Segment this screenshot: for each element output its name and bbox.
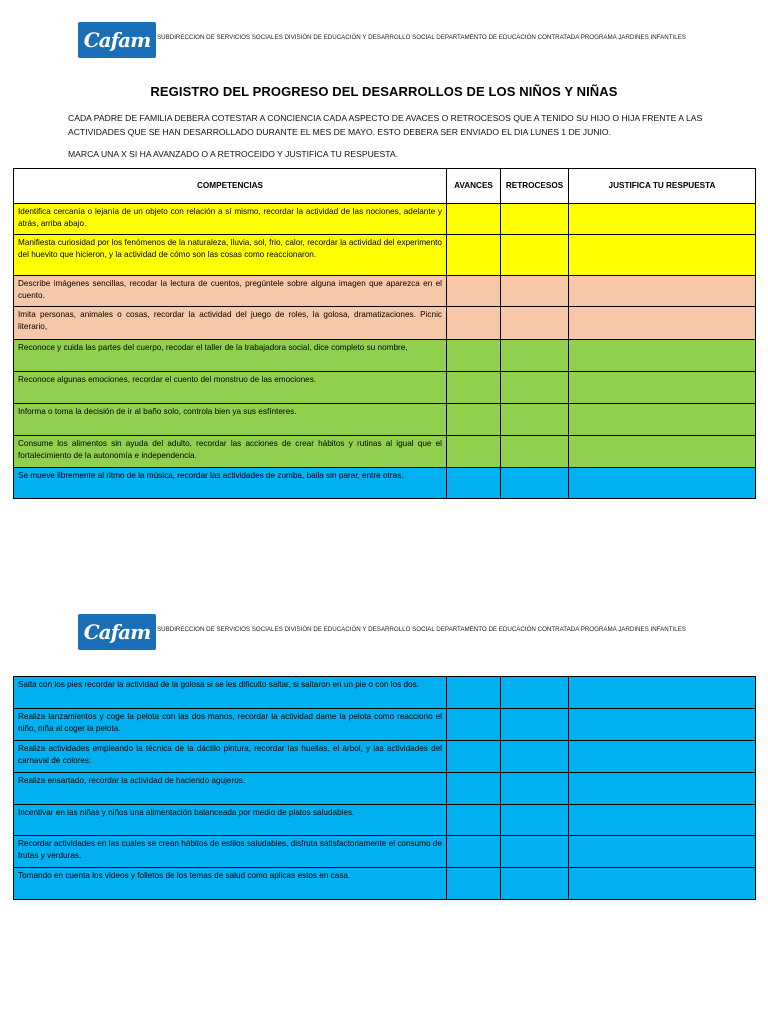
competencia-text: Reconoce y cuida las partes del cuerpo, recodar el taller de la trabajadora social, dice completo su nombre,: [14, 340, 447, 372]
avances-cell[interactable]: [447, 805, 501, 836]
page-title: REGISTRO DEL PROGRESO DEL DESARROLLOS DE LOS NIÑOS Y NIÑAS: [150, 84, 618, 99]
avances-cell[interactable]: [447, 468, 501, 499]
competencia-text: Consume los alimentos sin ayuda del adulto, recordar las acciones de crear hábitos y rutinas al igual que el fortalecimiento de la autonomía e independencia.: [14, 436, 447, 468]
org-description: SUBDIRECCION DE SERVICIOS SOCIALES DIVISIÓN DE EDUCACIÓN Y DESARROLLO SOCIAL DEPARTAMENTO DE EDUCACIÓN CONTRATADA PROGRAMA JARDINES INFANTILES: [157, 34, 686, 41]
table-row: [14, 204, 756, 235]
table-row: [14, 436, 756, 468]
competencias-table-2: [13, 676, 756, 900]
intro-paragraph-2: MARCA UNA X SI HA AVANZADO O A RETROCEIDO Y JUSTIFICA TU RESPUESTA.: [68, 149, 398, 159]
table-row: [14, 773, 756, 805]
avances-cell[interactable]: [447, 436, 501, 468]
table-header-row: [14, 169, 756, 204]
retrocesos-cell[interactable]: [501, 677, 569, 709]
justifica-cell[interactable]: [569, 741, 756, 773]
logo-text: Cafam: [83, 620, 151, 644]
justifica-cell[interactable]: [569, 805, 756, 836]
logo-text: Cafam: [83, 28, 151, 52]
intro-paragraph-1: CADA PADRE DE FAMILIA DEBERA COTESTAR A CONCIENCIA CADA ASPECTO DE AVACES O RETROCESOS QUE A TENIDO SU HIJO O HIJA FRENTE A LAS ACTIVIDADES QUE SE HAN DESARROLLADO DURANTE EL MES DE MAYO. ESTO DEBERA SER ENVIADO EL DIA LUNES 1 DE JUNIO.: [68, 113, 703, 137]
avances-cell[interactable]: [447, 276, 501, 307]
avances-cell[interactable]: [447, 235, 501, 276]
avances-cell[interactable]: [447, 836, 501, 868]
justifica-cell[interactable]: [569, 307, 756, 340]
justifica-cell[interactable]: [569, 836, 756, 868]
table-row: [14, 709, 756, 741]
cafam-logo: [78, 614, 156, 650]
retrocesos-cell[interactable]: [501, 372, 569, 404]
retrocesos-cell[interactable]: [501, 340, 569, 372]
table-row: [14, 468, 756, 499]
table-row: [14, 805, 756, 836]
justifica-cell[interactable]: [569, 340, 756, 372]
avances-cell[interactable]: [447, 204, 501, 235]
org-description: SUBDIRECCION DE SERVICIOS SOCIALES DIVISIÓN DE EDUCACIÓN Y DESARROLLO SOCIAL DEPARTAMENTO DE EDUCACIÓN CONTRATADA PROGRAMA JARDINES INFANTILES: [157, 626, 686, 633]
retrocesos-cell[interactable]: [501, 436, 569, 468]
retrocesos-cell[interactable]: [501, 709, 569, 741]
retrocesos-cell[interactable]: [501, 868, 569, 900]
page1-header: [78, 22, 698, 58]
table-row: [14, 235, 756, 276]
avances-cell[interactable]: [447, 404, 501, 436]
cafam-logo: [78, 22, 156, 58]
retrocesos-cell[interactable]: [501, 468, 569, 499]
retrocesos-cell[interactable]: [501, 307, 569, 340]
competencia-text: Informa o toma la decisión de ir al baño solo, controla bien ya sus esfínteres.: [14, 404, 447, 436]
table-row: [14, 372, 756, 404]
table-row: [14, 677, 756, 709]
justifica-cell[interactable]: [569, 372, 756, 404]
justifica-cell[interactable]: [569, 235, 756, 276]
header-retrocesos: RETROCESOS: [501, 169, 569, 204]
retrocesos-cell[interactable]: [501, 773, 569, 805]
table-row: [14, 836, 756, 868]
table-row: [14, 404, 756, 436]
page2-header: [78, 614, 698, 650]
competencia-text: Identifica cercanía o lejanía de un objeto con relación a sí mismo, recordar la actividad de las nociones, adelante y atrás, arriba abajo.: [14, 204, 447, 235]
justifica-cell[interactable]: [569, 436, 756, 468]
retrocesos-cell[interactable]: [501, 741, 569, 773]
competencia-text: Realiza lanzamientos y coge la pelota con las dos manos, recordar la actividad dame la pelota como reacciono el niño, niña al coger la pelota.: [14, 709, 447, 741]
header-avances: AVANCES: [447, 169, 501, 204]
competencia-text: Describe imágenes sencillas, recodar la lectura de cuentos, pregúntele sobre alguna imagen que aparezca en el cuento.: [14, 276, 447, 307]
retrocesos-cell[interactable]: [501, 805, 569, 836]
avances-cell[interactable]: [447, 709, 501, 741]
avances-cell[interactable]: [447, 677, 501, 709]
retrocesos-cell[interactable]: [501, 276, 569, 307]
retrocesos-cell[interactable]: [501, 404, 569, 436]
header-justifica: JUSTIFICA TU RESPUESTA: [569, 169, 756, 204]
header-competencias: COMPETENCIAS: [14, 169, 447, 204]
table-row: [14, 340, 756, 372]
retrocesos-cell[interactable]: [501, 235, 569, 276]
justifica-cell[interactable]: [569, 204, 756, 235]
competencia-text: Salta con los pies recordar la actividad de la golosa si se les dificulto saltar, si saltaron en un pie o con los dos.: [14, 677, 447, 709]
retrocesos-cell[interactable]: [501, 836, 569, 868]
avances-cell[interactable]: [447, 773, 501, 805]
competencia-text: Realiza actividades empleando la técnica de la dáctilo pintura, recordar las huellas, el árbol, y las actividades del carnaval de colores.: [14, 741, 447, 773]
competencia-text: Incentivar en las niñas y niños una alimentación balanceada por medio de platos saludables.: [14, 805, 447, 836]
avances-cell[interactable]: [447, 340, 501, 372]
competencia-text: Realiza ensartado, recordar la actividad de haciendo agujeros.: [14, 773, 447, 805]
justifica-cell[interactable]: [569, 404, 756, 436]
competencia-text: Recordar actividades en las cuales se crean hábitos de estilos saludables, disfruta satisfactoriamente el consumo de frutas y verduras.: [14, 836, 447, 868]
table-row: [14, 868, 756, 900]
competencia-text: Imita personas, animales o cosas, recordar la actividad del juego de roles, la golosa, dramatizaciones. Picnic literario,: [14, 307, 447, 340]
justifica-cell[interactable]: [569, 773, 756, 805]
table-row: [14, 276, 756, 307]
justifica-cell[interactable]: [569, 468, 756, 499]
avances-cell[interactable]: [447, 741, 501, 773]
competencias-table-1: [13, 168, 756, 499]
retrocesos-cell[interactable]: [501, 204, 569, 235]
competencia-text: Se mueve libremente al ritmo de la música, recordar las actividades de zumba, baila sin parar, entre otras.: [14, 468, 447, 499]
justifica-cell[interactable]: [569, 868, 756, 900]
competencia-text: Tomando en cuenta los videos y folletos de los temas de salud como aplicas estos en casa.: [14, 868, 447, 900]
justifica-cell[interactable]: [569, 677, 756, 709]
avances-cell[interactable]: [447, 868, 501, 900]
competencia-text: Manifiesta curiosidad por los fenómenos de la naturaleza, lluvia, sol, frio, calor, recordar la actividad del experimento del huevito que hicieron, y la actividad de cómo son las cosas como reaccionaron.: [14, 235, 447, 276]
competencia-text: Reconoce algunas emociones, recordar el cuento del monstruo de las emociones.: [14, 372, 447, 404]
table-row: [14, 307, 756, 340]
justifica-cell[interactable]: [569, 276, 756, 307]
avances-cell[interactable]: [447, 307, 501, 340]
justifica-cell[interactable]: [569, 709, 756, 741]
avances-cell[interactable]: [447, 372, 501, 404]
table-row: [14, 741, 756, 773]
